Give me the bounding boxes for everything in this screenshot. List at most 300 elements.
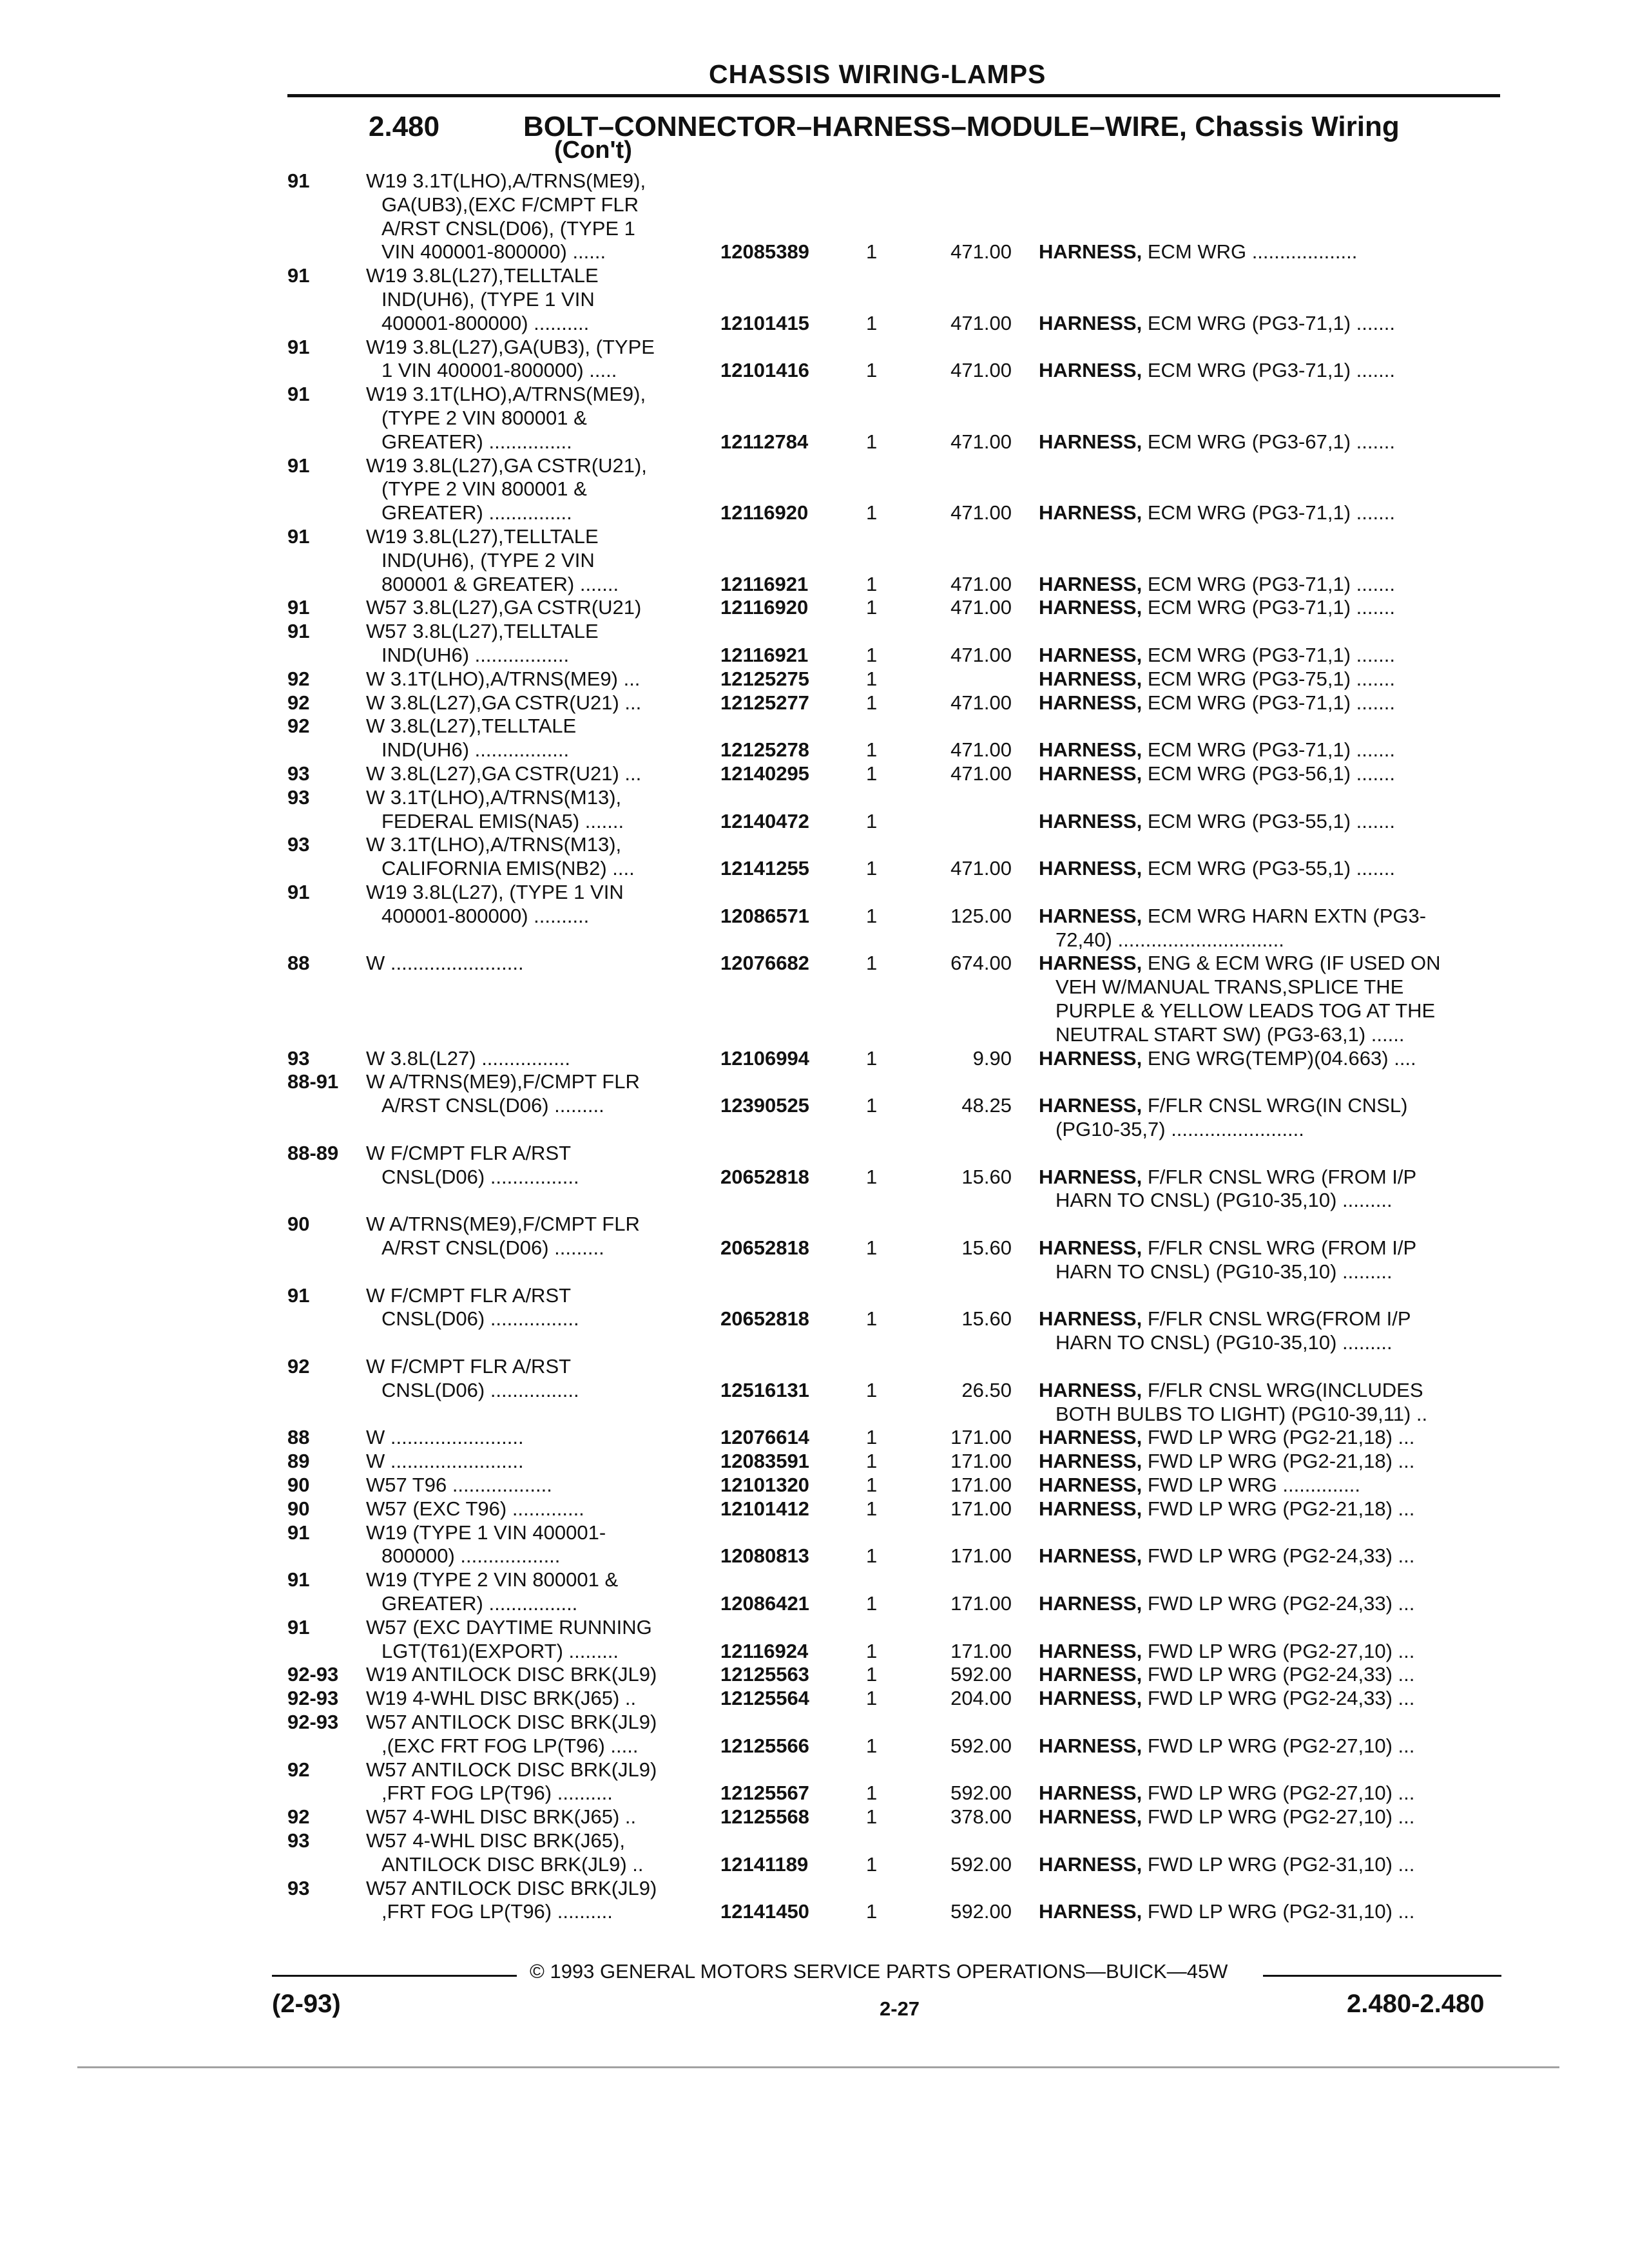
usage-description: A/RST CNSL(D06), (TYPE 1 — [381, 217, 635, 240]
parts-line — [0, 1141, 1629, 1165]
part-name-detail: NEUTRAL START SW) (PG3-63,1) ...... — [1055, 1023, 1405, 1046]
parts-line — [0, 738, 1629, 762]
parts-line — [0, 1378, 1629, 1402]
part-name-keyword: HARNESS, — [1039, 430, 1142, 453]
parts-line — [0, 667, 1629, 691]
usage-description: W19 3.8L(L27),GA(UB3), (TYPE — [366, 336, 655, 358]
parts-line — [0, 762, 1629, 785]
usage-description: IND(UH6), (TYPE 1 VIN — [381, 288, 595, 311]
part-name — [1039, 358, 1395, 382]
parts-line — [0, 643, 1629, 667]
list-price: 171.00 — [950, 1426, 1012, 1448]
part-name — [1039, 904, 1426, 928]
usage-description: 1 VIN 400001-800000) ..... — [381, 359, 617, 381]
part-name-detail: ECM WRG (PG3-71,1) ....... — [1142, 573, 1395, 595]
parts-line — [0, 311, 1629, 335]
quantity: 1 — [866, 1805, 878, 1828]
part-name-keyword: HARNESS, — [1039, 1450, 1142, 1472]
quantity: 1 — [866, 738, 878, 761]
parts-line — [0, 358, 1629, 382]
part-name — [1039, 1899, 1414, 1923]
part-name — [1039, 572, 1395, 596]
part-number: 12101412 — [720, 1497, 809, 1520]
list-price: 171.00 — [950, 1474, 1012, 1496]
part-name-detail: ECM WRG (PG3-71,1) ....... — [1142, 644, 1395, 666]
list-price: 171.00 — [950, 1592, 1012, 1615]
usage-description: W19 4-WHL DISC BRK(J65) .. — [366, 1687, 637, 1709]
parts-line — [0, 856, 1629, 880]
model-year: 91 — [287, 169, 310, 192]
usage-description: W 3.8L(L27) ................ — [366, 1047, 570, 1070]
part-number: 12125568 — [720, 1805, 809, 1828]
part-name-keyword: HARNESS, — [1039, 1166, 1142, 1188]
usage-description: W19 (TYPE 2 VIN 800001 & — [366, 1568, 619, 1591]
model-year: 92-93 — [287, 1663, 339, 1686]
model-year: 91 — [287, 383, 310, 405]
part-number: 12125566 — [720, 1735, 809, 1757]
part-number: 12116924 — [720, 1640, 809, 1662]
part-name-detail: ECM WRG (PG3-71,1) ....... — [1142, 312, 1395, 334]
part-name-keyword: HARNESS, — [1039, 644, 1142, 666]
list-price: 171.00 — [950, 1450, 1012, 1472]
usage-description: W57 3.8L(L27),TELLTALE — [366, 620, 599, 642]
parts-line — [0, 1829, 1629, 1852]
part-name — [1039, 1781, 1414, 1805]
part-name-keyword: HARNESS, — [1039, 1592, 1142, 1615]
parts-line — [0, 928, 1629, 952]
part-number: 12101416 — [720, 359, 809, 381]
part-number: 12080813 — [720, 1544, 809, 1567]
model-year: 91 — [287, 454, 310, 477]
part-number: 12390525 — [720, 1094, 809, 1117]
parts-line — [0, 1758, 1629, 1782]
model-year: 90 — [287, 1213, 310, 1235]
list-price: 171.00 — [950, 1497, 1012, 1520]
parts-line — [0, 169, 1629, 193]
usage-description: W57 ANTILOCK DISC BRK(JL9) — [366, 1758, 657, 1781]
part-name-detail: ECM WRG (PG3-56,1) ....... — [1142, 762, 1395, 785]
parts-line — [0, 1023, 1629, 1046]
usage-description: CNSL(D06) ................ — [381, 1166, 579, 1188]
model-year: 91 — [287, 1284, 310, 1307]
header-rule — [287, 94, 1500, 97]
part-name-keyword: HARNESS, — [1039, 312, 1142, 334]
part-name-detail: FWD LP WRG (PG2-24,33) ... — [1142, 1592, 1415, 1615]
part-name-detail: ECM WRG (PG3-55,1) ....... — [1142, 857, 1395, 879]
quantity: 1 — [866, 1166, 878, 1188]
quantity: 1 — [866, 596, 878, 619]
part-name-keyword: HARNESS, — [1039, 1900, 1142, 1923]
footer-page-number: 2-27 — [880, 1997, 920, 2020]
part-name-keyword: HARNESS, — [1039, 857, 1142, 879]
part-name — [1039, 1734, 1414, 1758]
part-name — [1039, 809, 1395, 833]
quantity: 1 — [866, 359, 878, 381]
usage-description: (TYPE 2 VIN 800001 & — [381, 407, 587, 429]
usage-description: W57 (EXC T96) ............. — [366, 1497, 584, 1520]
part-name-keyword: HARNESS, — [1039, 1735, 1142, 1757]
part-name-detail: FWD LP WRG (PG2-24,33) ... — [1142, 1663, 1415, 1686]
usage-description: W F/CMPT FLR A/RST — [366, 1284, 572, 1307]
parts-line — [0, 1331, 1629, 1354]
usage-description: W ........................ — [366, 952, 524, 974]
parts-line — [0, 1070, 1629, 1093]
part-name-keyword: HARNESS, — [1039, 1094, 1142, 1117]
footer-rule-right — [1263, 1975, 1501, 1977]
model-year: 91 — [287, 1616, 310, 1639]
usage-description: W ........................ — [366, 1426, 524, 1448]
list-price: 592.00 — [950, 1663, 1012, 1686]
list-price: 471.00 — [950, 573, 1012, 595]
part-name-detail: VEH W/MANUAL TRANS,SPLICE THE — [1055, 975, 1404, 998]
model-year: 91 — [287, 881, 310, 903]
list-price: 471.00 — [950, 312, 1012, 334]
quantity: 1 — [866, 1782, 878, 1804]
part-name — [1055, 1023, 1404, 1046]
quantity: 1 — [866, 857, 878, 879]
usage-description: W F/CMPT FLR A/RST — [366, 1355, 572, 1378]
list-price: 15.60 — [961, 1236, 1012, 1259]
part-name — [1039, 430, 1395, 454]
part-number: 20652818 — [720, 1166, 809, 1188]
list-price: 15.60 — [961, 1166, 1012, 1188]
quantity: 1 — [866, 312, 878, 334]
usage-description: W19 3.8L(L27), (TYPE 1 VIN — [366, 881, 624, 903]
quantity: 1 — [866, 644, 878, 666]
parts-line — [0, 501, 1629, 524]
usage-description: W19 3.8L(L27),TELLTALE — [366, 264, 599, 287]
parts-line — [0, 548, 1629, 572]
usage-description: W ........................ — [366, 1450, 524, 1472]
usage-description: VIN 400001-800000) ...... — [381, 240, 606, 263]
list-price: 592.00 — [950, 1782, 1012, 1804]
model-year: 92 — [287, 715, 310, 737]
part-name — [1039, 501, 1395, 524]
part-name — [1055, 975, 1403, 999]
section-subtitle: (Con't) — [554, 137, 632, 164]
part-number: 12141255 — [720, 857, 809, 879]
part-name — [1039, 1852, 1414, 1876]
part-name — [1039, 1093, 1407, 1117]
part-name-detail: HARN TO CNSL) (PG10-35,10) ......... — [1055, 1189, 1393, 1211]
quantity: 1 — [866, 1236, 878, 1259]
part-number: 12076614 — [720, 1426, 809, 1448]
part-name — [1039, 595, 1395, 619]
part-number: 12101415 — [720, 312, 809, 334]
part-name-keyword: HARNESS, — [1039, 501, 1142, 524]
part-number: 12141450 — [720, 1900, 809, 1923]
part-name-keyword: HARNESS, — [1039, 810, 1142, 832]
usage-description: W57 3.8L(L27),GA CSTR(U21) — [366, 596, 642, 619]
part-number: 12125567 — [720, 1782, 809, 1804]
quantity: 1 — [866, 1047, 878, 1070]
list-price: 15.60 — [961, 1307, 1012, 1330]
parts-line — [0, 335, 1629, 359]
list-price: 171.00 — [950, 1544, 1012, 1567]
section-title: BOLT–CONNECTOR–HARNESS–MODULE–WIRE, Chassis Wiring — [523, 111, 1400, 142]
part-number: 12125275 — [720, 668, 809, 690]
list-price: 125.00 — [950, 905, 1012, 927]
parts-line — [0, 1734, 1629, 1758]
usage-description: ,(EXC FRT FOG LP(T96) ..... — [381, 1735, 639, 1757]
part-name-keyword: HARNESS, — [1039, 1497, 1142, 1520]
quantity: 1 — [866, 1900, 878, 1923]
parts-line — [0, 1473, 1629, 1497]
part-name-detail: ECM WRG (PG3-75,1) ....... — [1142, 668, 1395, 690]
list-price: 592.00 — [950, 1735, 1012, 1757]
quantity: 1 — [866, 1663, 878, 1686]
part-name — [1039, 691, 1395, 715]
part-name-detail: ECM WRG (PG3-71,1) ....... — [1142, 501, 1395, 524]
quantity: 1 — [866, 1640, 878, 1662]
usage-description: 800001 & GREATER) ....... — [381, 573, 619, 595]
list-price: 471.00 — [950, 359, 1012, 381]
usage-description: 800000) .................. — [381, 1544, 561, 1567]
list-price: 26.50 — [961, 1379, 1012, 1401]
part-name-detail: ENG WRG(TEMP)(04.663) .... — [1142, 1047, 1416, 1070]
part-number: 12116920 — [720, 596, 809, 619]
list-price: 471.00 — [950, 762, 1012, 785]
model-year: 89 — [287, 1450, 310, 1472]
list-price: 471.00 — [950, 501, 1012, 524]
part-name — [1055, 1188, 1393, 1212]
part-name-keyword: HARNESS, — [1039, 762, 1142, 785]
part-name — [1055, 999, 1435, 1023]
part-name-keyword: HARNESS, — [1039, 1426, 1142, 1448]
part-number: 12140472 — [720, 810, 809, 832]
part-name-keyword: HARNESS, — [1039, 1853, 1142, 1876]
parts-line — [0, 1354, 1629, 1378]
part-name — [1039, 1473, 1360, 1497]
model-year: 91 — [287, 596, 310, 619]
quantity: 1 — [866, 905, 878, 927]
part-name — [1039, 1662, 1414, 1686]
parts-line — [0, 430, 1629, 454]
usage-description: W57 ANTILOCK DISC BRK(JL9) — [366, 1877, 657, 1899]
parts-line — [0, 1402, 1629, 1426]
model-year: 91 — [287, 620, 310, 642]
parts-line — [0, 264, 1629, 287]
parts-line — [0, 1307, 1629, 1331]
quantity: 1 — [866, 1450, 878, 1472]
part-name — [1039, 1497, 1414, 1521]
part-name-detail: HARN TO CNSL) (PG10-35,10) ......... — [1055, 1331, 1393, 1354]
part-name-detail: ECM WRG (PG3-71,1) ....... — [1142, 691, 1395, 714]
parts-line — [0, 1686, 1629, 1710]
part-name — [1039, 1425, 1414, 1449]
part-name-keyword: HARNESS, — [1039, 1474, 1142, 1496]
usage-description: GREATER) ............... — [381, 430, 572, 453]
part-number: 12125277 — [720, 691, 809, 714]
part-name — [1039, 1378, 1423, 1402]
usage-description: W 3.1T(LHO),A/TRNS(M13), — [366, 786, 622, 809]
part-name — [1039, 1236, 1416, 1260]
parts-line — [0, 193, 1629, 216]
part-name-detail: FWD LP WRG (PG2-21,18) ... — [1142, 1426, 1415, 1448]
quantity: 1 — [866, 1544, 878, 1567]
part-number: 12125564 — [720, 1687, 809, 1709]
parts-line — [0, 1449, 1629, 1473]
parts-line — [0, 1876, 1629, 1900]
part-name-detail: F/FLR CNSL WRG(INCLUDES — [1142, 1379, 1423, 1401]
parts-line — [0, 904, 1629, 928]
usage-description: CNSL(D06) ................ — [381, 1379, 579, 1401]
part-name-keyword: HARNESS, — [1039, 1047, 1142, 1070]
part-name-keyword: HARNESS, — [1039, 1307, 1142, 1330]
part-name-detail: ECM WRG (PG3-71,1) ....... — [1142, 596, 1395, 619]
part-name-keyword: HARNESS, — [1039, 1236, 1142, 1259]
quantity: 1 — [866, 1592, 878, 1615]
part-name — [1039, 1307, 1411, 1331]
parts-line — [0, 1283, 1629, 1307]
part-name-keyword: HARNESS, — [1039, 1663, 1142, 1686]
part-name — [1039, 643, 1395, 667]
part-name-detail: ECM WRG HARN EXTN (PG3- — [1142, 905, 1427, 927]
part-name-keyword: HARNESS, — [1039, 905, 1142, 927]
parts-line — [0, 691, 1629, 715]
usage-description: GA(UB3),(EXC F/CMPT FLR — [381, 193, 639, 216]
part-name — [1039, 1805, 1414, 1829]
part-number: 12086571 — [720, 905, 809, 927]
parts-line — [0, 1046, 1629, 1070]
part-name — [1039, 1639, 1414, 1663]
usage-description: W F/CMPT FLR A/RST — [366, 1142, 572, 1164]
part-name-detail: HARN TO CNSL) (PG10-35,10) ......... — [1055, 1260, 1393, 1283]
list-price: 471.00 — [950, 691, 1012, 714]
quantity: 1 — [866, 810, 878, 832]
part-name-detail: FWD LP WRG (PG2-27,10) ... — [1142, 1640, 1415, 1662]
part-name-keyword: HARNESS, — [1039, 573, 1142, 595]
parts-line — [0, 1544, 1629, 1568]
model-year: 90 — [287, 1474, 310, 1496]
part-name-detail: FWD LP WRG (PG2-27,10) ... — [1142, 1735, 1415, 1757]
parts-line — [0, 1852, 1629, 1876]
model-year: 90 — [287, 1497, 310, 1520]
part-number: 20652818 — [720, 1307, 809, 1330]
part-name-keyword: HARNESS, — [1039, 1640, 1142, 1662]
footer-date: (2-93) — [272, 1990, 341, 2018]
part-name-detail: FWD LP WRG (PG2-27,10) ... — [1142, 1782, 1415, 1804]
part-name-detail: FWD LP WRG (PG2-24,33) ... — [1142, 1687, 1415, 1709]
usage-description: 400001-800000) .......... — [381, 905, 590, 927]
parts-line — [0, 1117, 1629, 1141]
parts-line — [0, 1615, 1629, 1639]
parts-line — [0, 1805, 1629, 1829]
parts-line — [0, 1260, 1629, 1283]
quantity: 1 — [866, 1853, 878, 1876]
usage-description: ,FRT FOG LP(T96) .......... — [381, 1900, 613, 1923]
parts-line — [0, 1236, 1629, 1260]
list-price: 171.00 — [950, 1640, 1012, 1662]
usage-description: W A/TRNS(ME9),F/CMPT FLR — [366, 1070, 640, 1093]
parts-line — [0, 477, 1629, 501]
usage-description: W57 4-WHL DISC BRK(J65) .. — [366, 1805, 637, 1828]
usage-description: A/RST CNSL(D06) ......... — [381, 1094, 604, 1117]
parts-line — [0, 1212, 1629, 1236]
part-name-detail: F/FLR CNSL WRG (FROM I/P — [1142, 1236, 1417, 1259]
section-number: 2.480 — [369, 111, 440, 142]
part-name — [1039, 1165, 1416, 1189]
list-price: 471.00 — [950, 738, 1012, 761]
model-year: 93 — [287, 786, 310, 809]
usage-description: W 3.1T(LHO),A/TRNS(ME9) ... — [366, 668, 641, 690]
usage-description: W57 (EXC DAYTIME RUNNING — [366, 1616, 652, 1639]
usage-description: W19 3.8L(L27),GA CSTR(U21), — [366, 454, 647, 477]
footer-copyright: © 1993 GENERAL MOTORS SERVICE PARTS OPERATIONS—BUICK—45W — [530, 1960, 1228, 1983]
parts-line — [0, 524, 1629, 548]
footer-rule-left — [272, 1975, 517, 1977]
part-name — [1055, 1260, 1393, 1283]
model-year: 93 — [287, 1829, 310, 1852]
part-number: 12116921 — [720, 644, 809, 666]
parts-line — [0, 1188, 1629, 1212]
model-year: 92-93 — [287, 1687, 339, 1709]
part-name-detail: (PG10-35,7) ........................ — [1055, 1118, 1304, 1140]
parts-line — [0, 809, 1629, 833]
part-number: 12516131 — [720, 1379, 809, 1401]
footer-section-range: 2.480-2.480 — [1347, 1990, 1485, 2018]
parts-line — [0, 619, 1629, 643]
part-name-keyword: HARNESS, — [1039, 1379, 1142, 1401]
usage-description: W 3.1T(LHO),A/TRNS(M13), — [366, 833, 622, 856]
parts-line — [0, 975, 1629, 999]
part-name — [1039, 762, 1395, 785]
model-year: 88-89 — [287, 1142, 339, 1164]
usage-description: W A/TRNS(ME9),F/CMPT FLR — [366, 1213, 640, 1235]
model-year: 91 — [287, 525, 310, 548]
usage-description: IND(UH6) ................. — [381, 644, 570, 666]
parts-line — [0, 1521, 1629, 1544]
usage-description: IND(UH6), (TYPE 2 VIN — [381, 549, 595, 572]
part-name-detail: PURPLE & YELLOW LEADS TOG AT THE — [1055, 999, 1436, 1022]
part-number: 20652818 — [720, 1236, 809, 1259]
parts-line — [0, 999, 1629, 1023]
part-number: 12125278 — [720, 738, 809, 761]
parts-line — [0, 1710, 1629, 1734]
list-price: 204.00 — [950, 1687, 1012, 1709]
quantity: 1 — [866, 1094, 878, 1117]
part-number: 12106994 — [720, 1047, 809, 1070]
part-name — [1039, 1046, 1416, 1070]
parts-line — [0, 1781, 1629, 1805]
model-year: 92-93 — [287, 1711, 339, 1733]
page-header-title: CHASSIS WIRING-LAMPS — [709, 59, 1046, 89]
parts-line — [0, 454, 1629, 477]
part-number: 12086421 — [720, 1592, 809, 1615]
part-name-keyword: HARNESS, — [1039, 1687, 1142, 1709]
part-name-detail: ENG & ECM WRG (IF USED ON — [1142, 952, 1441, 974]
parts-line — [0, 1639, 1629, 1663]
part-name-detail: 72,40) .............................. — [1055, 928, 1284, 951]
model-year: 88-91 — [287, 1070, 339, 1093]
part-name — [1039, 951, 1441, 975]
part-number: 12112784 — [720, 430, 809, 453]
parts-line — [0, 880, 1629, 904]
quantity: 1 — [866, 1379, 878, 1401]
part-number: 12076682 — [720, 952, 809, 974]
quantity: 1 — [866, 952, 878, 974]
part-number: 12083591 — [720, 1450, 809, 1472]
usage-description: W57 ANTILOCK DISC BRK(JL9) — [366, 1711, 657, 1733]
quantity: 1 — [866, 501, 878, 524]
parts-line — [0, 240, 1629, 264]
part-name-detail: FWD LP WRG (PG2-24,33) ... — [1142, 1544, 1415, 1567]
part-name-keyword: HARNESS, — [1039, 596, 1142, 619]
usage-description: IND(UH6) ................. — [381, 738, 570, 761]
part-name — [1055, 1117, 1304, 1141]
quantity: 1 — [866, 573, 878, 595]
usage-description: W57 T96 .................. — [366, 1474, 552, 1496]
